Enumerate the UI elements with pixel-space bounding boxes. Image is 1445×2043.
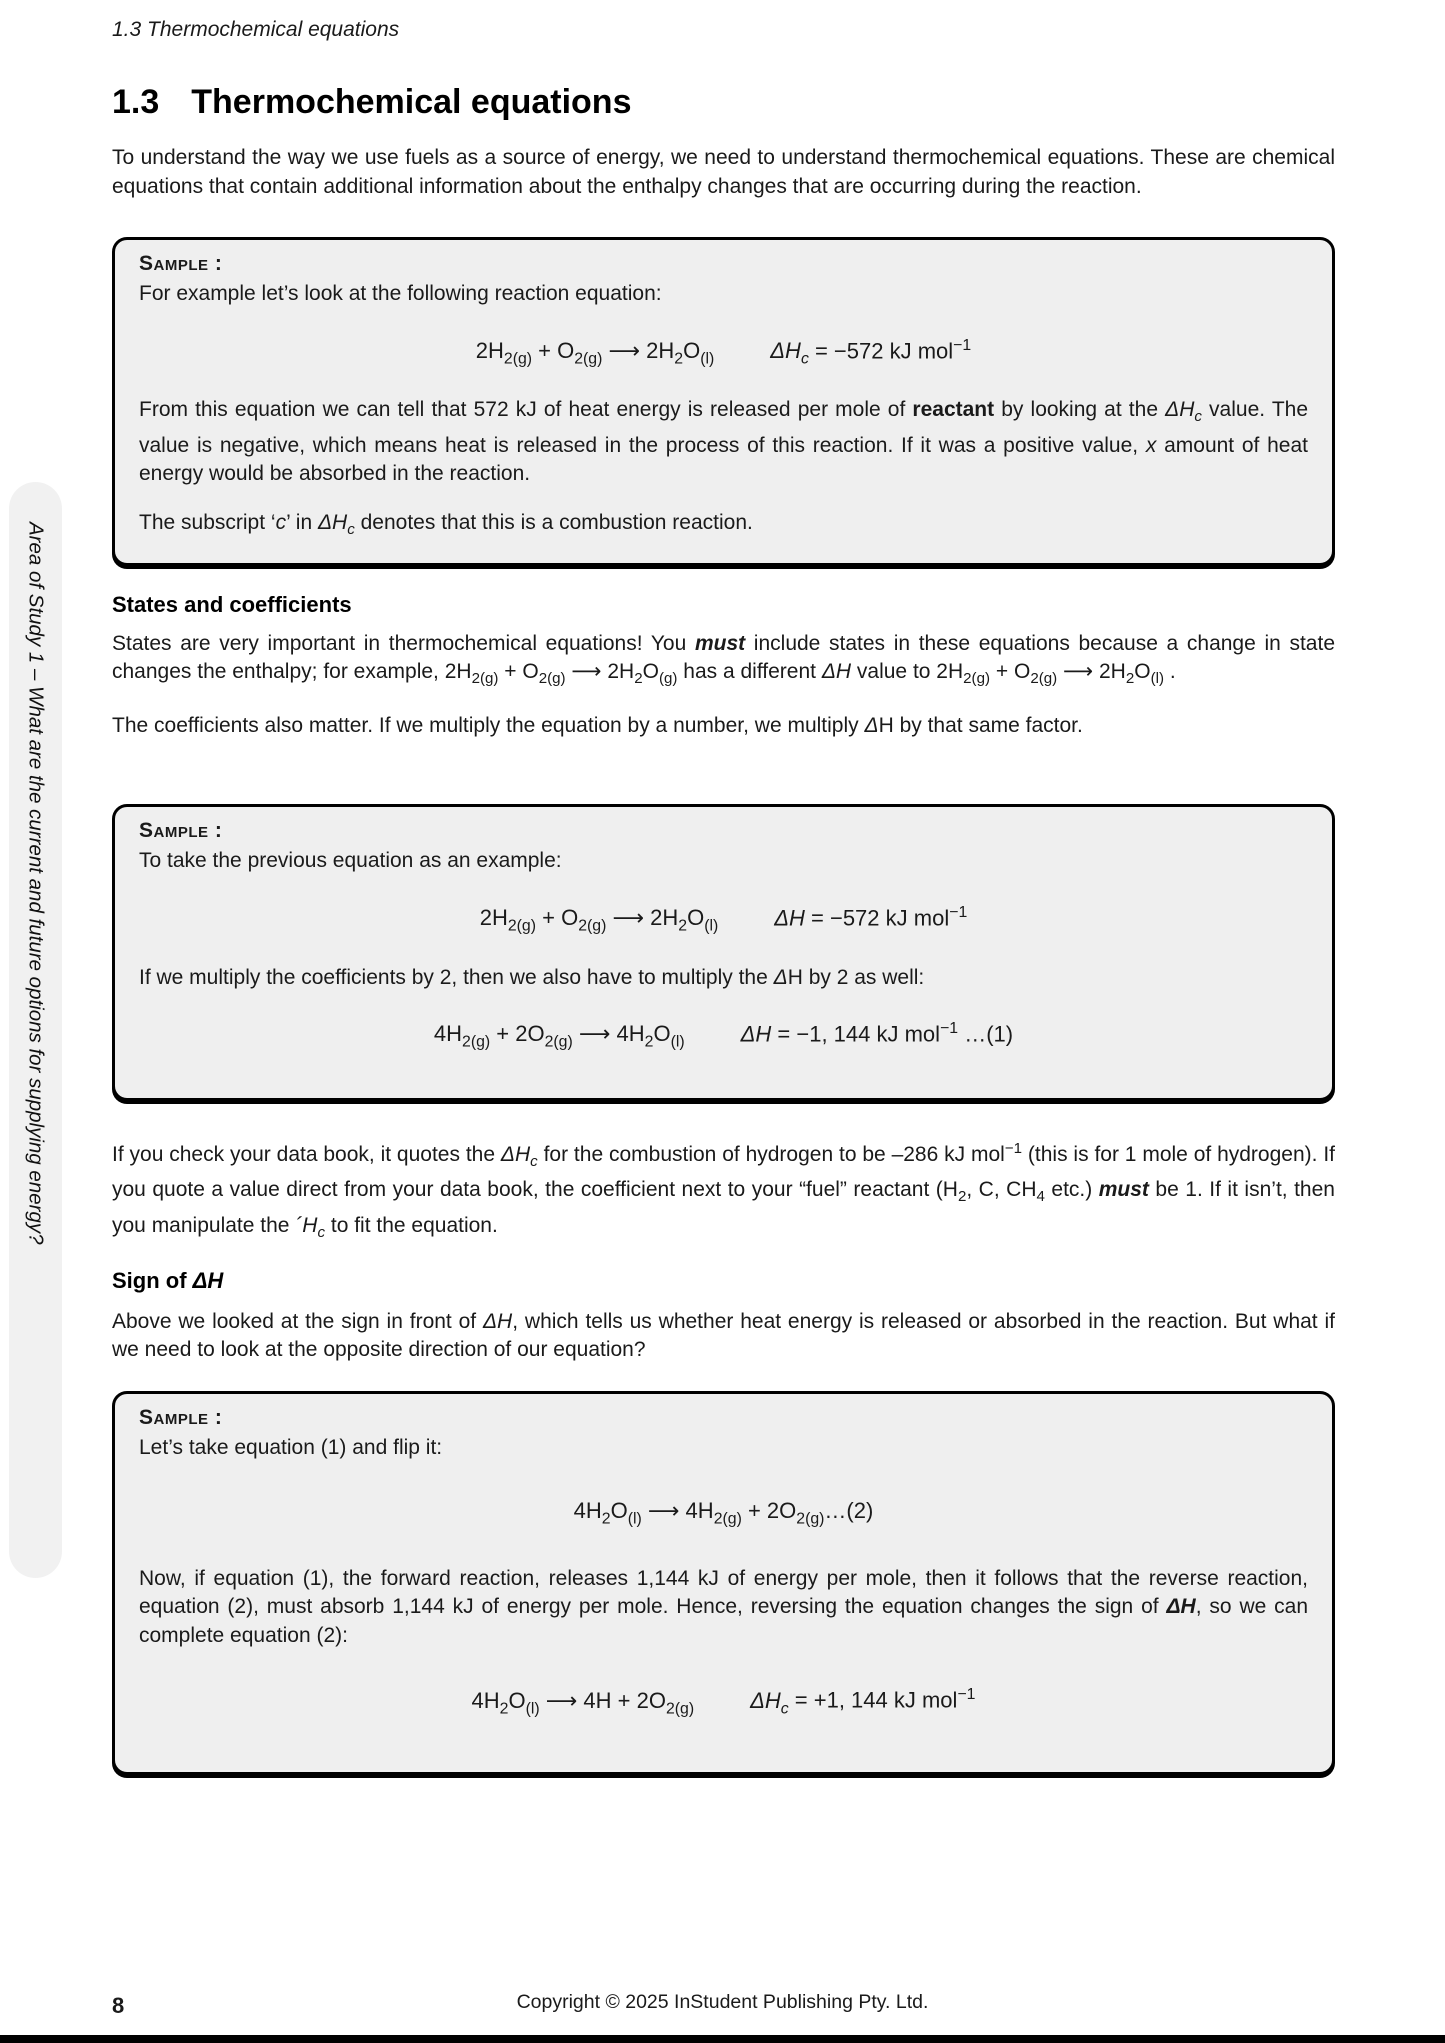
page-footer — [0, 1989, 1445, 2019]
page-title — [112, 82, 1335, 122]
title-text: Thermochemical equations — [191, 83, 632, 121]
running-header: 1.3 Thermochemical equations — [112, 18, 400, 41]
sample1-paragraph-2: The subscript ‘c’ in $\Delta H_c$ denotes that this is a combustion reaction. — [139, 510, 753, 539]
equation-reaction: $4H_2O_{(l)}$ ⟶ $4H_{2(g)}$ + $2O_{2(g)}\dots(2)$ — [573, 1498, 874, 1528]
equation-enthalpy-value: $\Delta H_c = +1$, 144 kJ mol$^{-1}$ — [750, 1686, 976, 1717]
title-number: 1.3 — [112, 83, 160, 121]
states-paragraph: States are very important in thermochemical equations! You must include states in these equations because a change in state changes the enthalpy; for example, $2H_{2(g)} + O_{2(g)}$ ⟶ $2H_2O_{(g)}$ has a different ΔH value to $2H_{2(g)} + O_{2(g)}$ ⟶ $2H_2O_{(l)}$ . — [112, 631, 1335, 688]
sample1-equation-row — [139, 337, 1308, 369]
copyright-text: Copyright © 2025 InStudent Publishing Pty. Ltd. — [516, 1991, 929, 2013]
equation-enthalpy-value: ΔH = −572 kJ mol$^{-1}$ — [774, 903, 968, 931]
equation-enthalpy-value: ΔH = −1, 144 kJ mol$^{-1}$ …(1) — [740, 1020, 1014, 1047]
section-heading-states: States and coefficients — [112, 591, 352, 617]
databook-paragraph: If you check your data book, it quotes the $\Delta H_c$ for the combustion of hydrogen to be –286 kJ mol$^{-1}$ (this is for 1 mole of hydrogen). If you quote a value direct from your data book, the coefficient next to your “fuel” reactant ($H_2$, C, $CH_4$ etc.) must be 1. If it isn’t, then you manipulate the $´H_c$ to fit the equation. — [112, 1139, 1335, 1242]
sample3-equation-row-2 — [139, 1686, 1308, 1718]
sample1-intro: For example let’s look at the following reaction equation: — [139, 282, 662, 305]
sidebar-label: Area of Study 1 – What are the current and future options for supplying energy? — [24, 522, 48, 1245]
main-content — [112, 82, 1335, 1801]
sample-box-2 — [112, 804, 1335, 1100]
sample-label: Sample : — [139, 819, 223, 843]
sample3-intro: Let’s take equation (1) and flip it: — [139, 1435, 443, 1459]
sidebar — [9, 482, 62, 1578]
sample2-paragraph-1: If we multiply the coefficients by 2, then we also have to multiply the ΔH by 2 as well: — [139, 965, 925, 989]
equation-reaction: $4H_2O_{(l)}$ ⟶ $4H + 2O_{2(g)}$ — [471, 1687, 695, 1717]
equation-reaction: $2H_{2(g)} + O_{2(g)}$ ⟶ $2H_2O_{(l)}$ — [475, 337, 715, 368]
page-number: 8 — [112, 1993, 125, 2018]
sample2-equation-row-2 — [139, 1020, 1308, 1052]
equation-reaction: $2H_{2(g)} + O_{2(g)}$ ⟶ $2H_2O_{(l)}$ — [479, 905, 719, 935]
sample1-paragraph-1: From this equation we can tell that 572 kJ of heat energy is released per mole of reactant by looking at the $\Delta H_c$ value. The value is negative, which means heat is released in the process of this reaction. If it was a positive value, x amount of heat energy would be absorbed in the reaction. — [139, 398, 1309, 486]
coefficients-paragraph: The coefficients also matter. If we multiply the equation by a number, we multiply ΔH by that same factor. — [112, 713, 1083, 737]
sample3-paragraph-1: Now, if equation (1), the forward reaction, releases 1,144 kJ of energy per mole, then it follows that the reverse reaction, equation (2), must absorb 1,144 kJ of energy per mole. Hence, reversing the equation changes the sign of ΔH, so we can complete equation (2): — [139, 1566, 1308, 1647]
equation-reaction: $4H_{2(g)} + 2O_{2(g)}$ ⟶ $4H_2O_{(l)}$ — [433, 1021, 685, 1051]
sample2-intro: To take the previous equation as an example: — [139, 849, 562, 873]
equation-enthalpy-value: $\Delta H_c = -572$ kJ mol$^{-1}$ — [770, 336, 972, 368]
bottom-bar — [0, 2035, 1445, 2043]
section-heading-sign: Sign of ΔH — [112, 1267, 224, 1293]
sample2-equation-row-1 — [139, 904, 1308, 936]
sample-label: Sample : — [139, 1405, 223, 1429]
sample3-equation-row-1 — [139, 1498, 1308, 1528]
sample-box-1 — [112, 237, 1335, 566]
sign-paragraph: Above we looked at the sign in front of ΔH, which tells us whether heat energy is released or absorbed in the reaction. But what if we need to look at the opposite direction of our equation? — [112, 1309, 1335, 1362]
sample-box-3 — [112, 1391, 1335, 1775]
sample-label: Sample : — [139, 252, 223, 275]
intro-paragraph: To understand the way we use fuels as a source of energy, we need to understand thermochemical equations. These are chemical equations that contain additional information about the enthalpy changes that are occurring during the reaction. — [112, 146, 1335, 198]
